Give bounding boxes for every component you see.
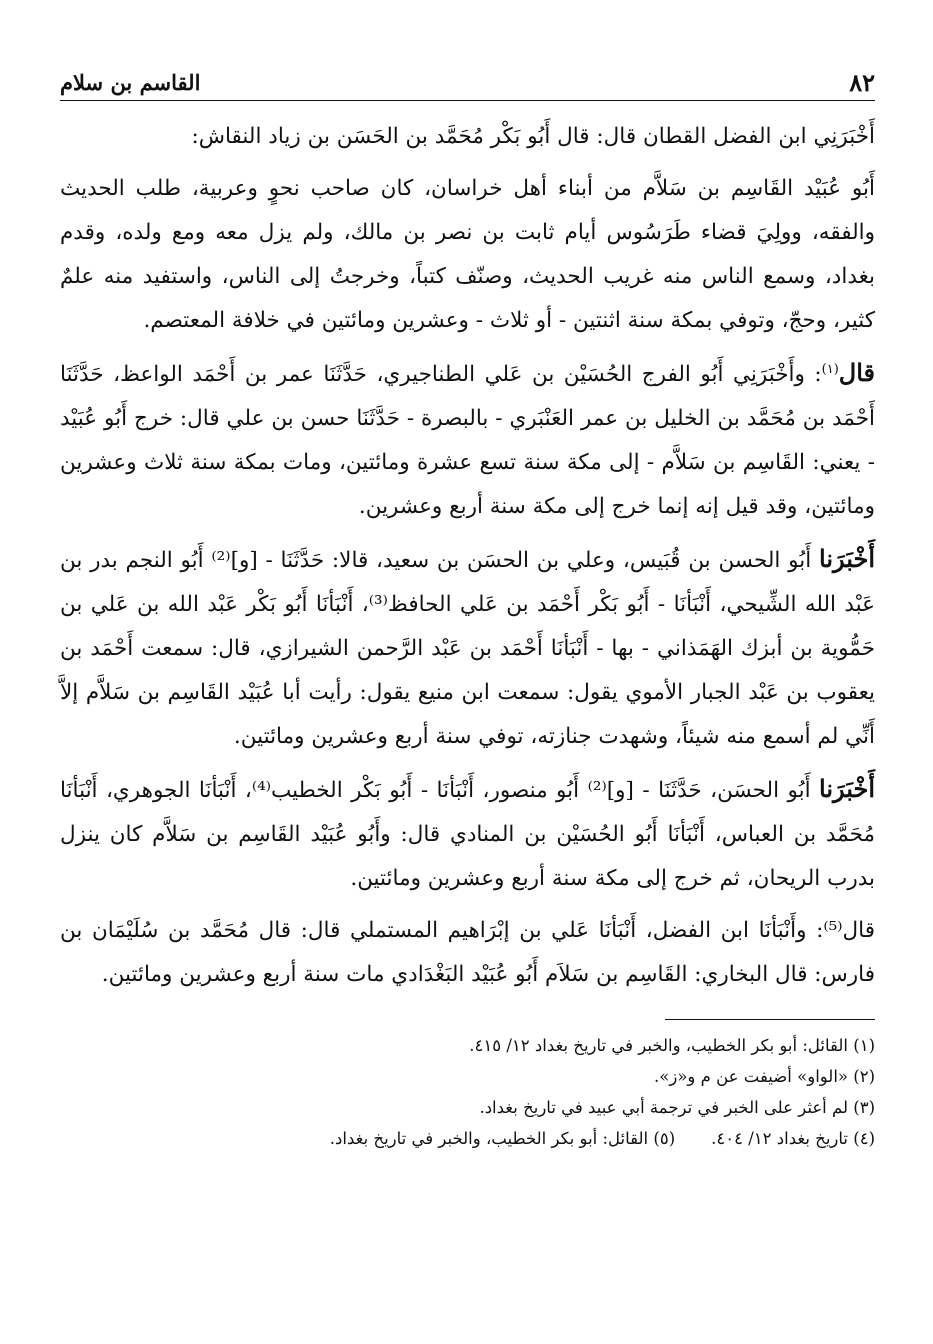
- footnote-5: (٥) القائل: أبو بكر الخطيب، والخبر في تاريخ بغداد.: [329, 1129, 676, 1148]
- paragraph-lead: أَخْبَرَنا: [819, 774, 875, 803]
- running-header: [60, 60, 875, 101]
- book-page: [60, 60, 875, 1300]
- paragraph-6: [60, 909, 875, 997]
- paragraph-3: [60, 351, 875, 529]
- paragraph-text: أَبُو الحسن بن قُبَيس، وعلي بن الحسَن بن سعيد، قالا: حَدَّثَنَا - [و]⁽²⁾ أَبُو النجم بدر بن عَبْد الله الشِّيحي، أَنْبَأنَا - أَبُو بَكْر أَحْمَد بن عَلي الحافظ⁽³⁾، أَنْبَأنَا أَبُو بَكْر عَبْد الله بن عَلي بن حَمُّوية بن أبزك الهَمَذاني - بها - أَنْبَأنَا أَحْمَد بن عَبْد الرَّحمن الشيرازي، قال: سمعت أَحْمَد بن يعقوب بن عَبْد الجبار الأموي يقول: سمعت ابن منيع يقول: رأيت أبا عُبَيْد القَاسِم بن سَلاَّم إلاَّ أَنِّي لم أسمع منه شيئاً، وشهدت جنازته، توفي سنة أربع وعشرين ومائتين.: [60, 548, 875, 749]
- paragraph-4: [60, 537, 875, 759]
- page-number: ٨٢: [849, 68, 875, 97]
- paragraph-text: قال⁽⁵⁾: وأَنْبَأنَا ابن الفضل، أَنْبَأنَا عَلي بن إبْرَاهيم المستملي قال: قال مُحَمَّد بن سُلَيْمَان بن فارس: قال البخاري: القَاسِم بن سَلاَم أَبُو عُبَيْد البَغْدَادي مات سنة أربع وعشرين ومائتين.: [60, 918, 875, 987]
- paragraph-text: أَبُو عُبَيْد القَاسِم بن سَلاَّم من أبناء أهل خراسان، كان صاحب نحوٍ وعربية، طلب الحديث والفقه، وولِيَ قضاء طَرَسُوس أيام ثابت بن نصر بن مالك، ولم يزل معه ومع ولده، وقدم بغداد، وسمع الناس منه غريب الحديث، وصنّف كتباً، وخرجتُ إلى الناس، واستفيد منه علمٌ كثير، وحجّ، وتوفي بمكة سنة اثنتين - أو ثلاث - وعشرين ومائتين في خلافة المعتصم.: [60, 176, 875, 333]
- paragraph-lead: أَخْبَرَنا: [819, 544, 875, 573]
- footnote-4: (٤) تاريخ بغداد ١٢/ ٤٠٤.: [711, 1129, 875, 1148]
- footnote-divider: [665, 1019, 875, 1020]
- body-text: [60, 115, 875, 997]
- footnote-3: (٣) لم أعثر على الخبر في ترجمة أبي عبيد في تاريخ بغداد.: [479, 1098, 875, 1117]
- book-title: القاسم بن سلام: [60, 70, 201, 95]
- footnote-row: [60, 1123, 875, 1154]
- paragraph-1: [60, 115, 875, 159]
- paragraph-text: أَخْبَرَنِي ابن الفضل القطان قال: قال أَبُو بَكْر مُحَمَّد بن الحَسَن بن زياد النقاش:: [191, 124, 875, 149]
- footnotes: [60, 1030, 875, 1154]
- paragraph-text: : وأَخْبَرَنِي أَبُو الفرج الحُسَيْن بن عَلي الطناجيري، حَدَّثَنَا عمر بن أَحْمَد الواعظ، حَدَّثَنَا أَحْمَد بن مُحَمَّد بن الخليل بن عمر العَنْبَري - بالبصرة - حَدَّثَنَا حسن بن علي قال: خرج أَبُو عُبَيْد - يعني: القَاسِم بن سَلاَّم - إلى مكة سنة تسع عشرة ومائتين، ومات بمكة سنة ثلاث وعشرين ومائتين، وقد قيل إنه إنما خرج إلى مكة سنة أربع وعشرين.: [60, 362, 875, 519]
- paragraph-2: [60, 167, 875, 343]
- footnote-2: (٢) «الواو» أضيفت عن م و«ز».: [654, 1067, 875, 1086]
- paragraph-lead: قال: [838, 358, 875, 387]
- footnote-1: (١) القائل: أبو بكر الخطيب، والخبر في تاريخ بغداد ١٢/ ٤١٥.: [469, 1036, 875, 1055]
- paragraph-text: أَبُو الحسَن، حَدَّثَنَا - [و]⁽²⁾ أَبُو منصور، أَنْبَأنَا - أَبُو بَكْر الخطيب⁽⁴⁾، أَنْبَأنَا الجوهري، أَنْبَأنَا مُحَمَّد بن العباس، أَنْبَأنَا أَبُو الحُسَيْن بن المنادي قال: وأَبُو عُبَيْد القَاسِم بن سَلاَّم كان ينزل بدرب الريحان، ثم خرج إلى مكة سنة أربع وعشرين ومائتين.: [60, 778, 875, 891]
- footnote-ref: (١): [821, 361, 839, 377]
- paragraph-5: [60, 767, 875, 901]
